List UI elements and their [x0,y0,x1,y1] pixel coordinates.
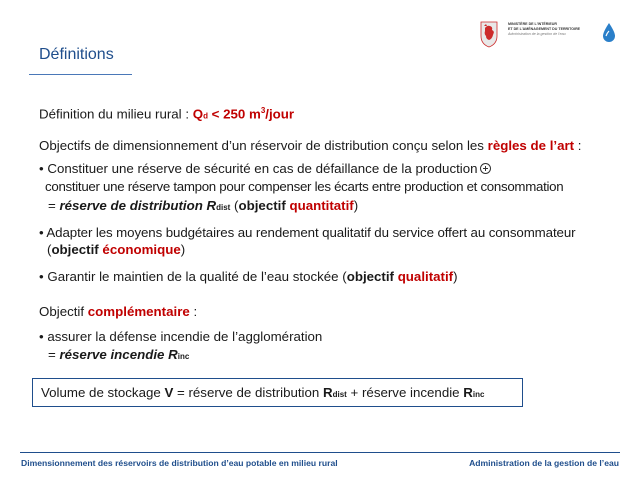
bullet-security-text: • Constituer une réserve de sécurité en cas de défaillance de la production [39,161,478,176]
objective-word: objectif [346,269,398,284]
footer-divider [20,452,620,453]
objectives-intro-highlight: règles de l’art [487,138,575,153]
definition-condition: < 250 m [207,106,261,122]
fire-reserve-term: réserve incendie R [59,347,178,362]
objective-quantitative: quantitatif [289,198,354,213]
bullet-security-reserve [39,160,491,177]
definition-exponent: 3 [260,106,266,115]
bullet-water-quality [39,268,458,285]
equals-sign: = [48,347,60,362]
bullet-buffer-text: constituer une réserve tampon pour compenser les écarts entre production et consommation [45,179,564,194]
distribution-reserve-subscript: dist [216,203,231,212]
objectives-intro [39,137,582,154]
bullet-distribution-reserve [48,197,358,216]
definition-label: Définition du milieu rural : [39,106,193,122]
water-drop-icon [601,22,617,44]
formula-prefix: Volume de stockage [41,385,165,400]
paren-open: ( [47,242,52,257]
formula-r-inc-subscript: inc [472,390,485,399]
formula-plus: + réserve incendie [346,385,464,400]
formula-r-inc: R [463,385,473,400]
formula-v: V [164,385,174,400]
storage-volume-formula [32,378,523,407]
complementary-prefix: Objectif [39,304,88,319]
bullet-budget-text: • Adapter les moyens budgétaires au rendement qualitatif du service offert au consommateur [39,225,576,240]
formula-r-dist: R [323,385,333,400]
rural-definition [39,102,294,124]
formula-mid: = réserve de distribution [173,385,323,400]
bullet-budget [39,224,575,241]
bullet-quality-text: • Garantir le maintien de la qualité de l’eau stockée ( [39,269,347,284]
complementary-suffix: : [189,304,198,319]
paren-close: ) [453,269,458,284]
ministry-line-3: Administration de la gestion de l'eau [508,32,566,36]
ministry-line-1: MINISTÈRE DE L'INTÉRIEUR [508,22,557,26]
ministry-logo [478,20,618,50]
paren-open: ( [230,198,239,213]
paren-close: ) [353,198,359,213]
footer-administration: Administration de la gestion de l’eau [469,458,619,468]
objectives-intro-text: Objectifs de dimensionnement d’un réservoir de distribution conçu selon les [39,138,488,153]
title-underline [29,74,132,75]
bullet-fire-reserve [48,346,189,365]
bullet-fire-text: • assurer la défense incendie de l’agglomération [39,329,323,344]
objective-word: objectif [238,198,290,213]
lion-coat-of-arms-icon [478,20,500,48]
paren-close: ) [180,242,186,257]
complementary-highlight: complémentaire [87,304,190,319]
objective-word: objectif [51,242,103,257]
ministry-name [508,22,600,37]
footer-document-title: Dimensionnement des réservoirs de distribution d’eau potable en milieu rural [21,458,338,468]
distribution-reserve-term: réserve de distribution R [59,198,217,213]
fire-reserve-subscript: inc [177,352,190,361]
objective-qualitative: qualitatif [397,269,454,284]
formula-r-dist-subscript: dist [332,390,347,399]
bullet-budget-objective [47,241,185,258]
complementary-objective [39,303,197,320]
ministry-line-2: ET DE L'AMÉNAGEMENT DU TERRITOIRE [508,27,581,31]
bullet-fire-defense [39,328,322,345]
definition-q-subscript: d [203,111,208,121]
circled-plus-icon [480,163,491,174]
objectives-intro-suffix: : [574,138,582,153]
objective-economic: économique [102,242,181,257]
page-title: Définitions [39,46,114,63]
definition-unit: /jour [265,106,295,122]
bullet-buffer-reserve [45,178,563,195]
definition-q: Q [192,106,204,122]
equals-sign: = [48,198,60,213]
